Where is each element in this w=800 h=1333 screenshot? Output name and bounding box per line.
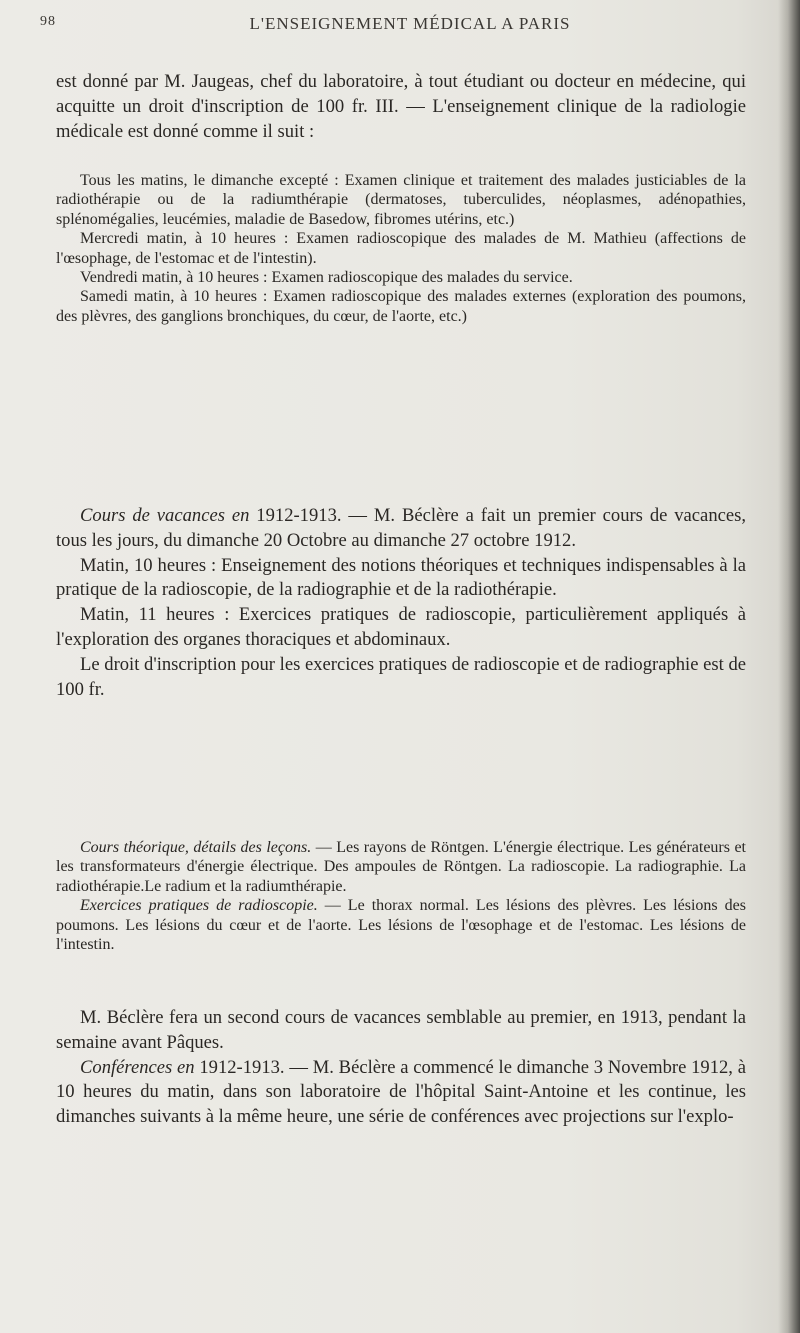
vacation-course-section <box>56 504 746 702</box>
schedule-wednesday: Mercredi matin, à 10 heures : Examen radioscopique des malades de M. Mathieu (affections de l'œsophage, de l'estomac et de l'intestin). <box>56 230 746 267</box>
exercises-heading: Exercices pratiques de radioscopie. <box>80 897 318 915</box>
page-number: 98 <box>40 14 56 29</box>
running-head <box>40 14 740 38</box>
course-details <box>56 838 746 954</box>
clinical-schedule <box>56 171 746 326</box>
exercises-text: — Le thorax normal. Les lésions des plèvres. Les lésions des poumons. Les lésions du cœur et de l'aorte. Les lésions de l'œsophage et de l'estomac. Les lésions de l'intestin. <box>56 897 747 954</box>
conferences <box>56 1056 746 1130</box>
practical-exercises <box>56 896 746 954</box>
intro-paragraph <box>56 70 746 144</box>
intro-text: est donné par M. Jaugeas, chef du laboratoire, à tout étudiant ou docteur en médecine, qui acquitte un droit d'inscription de 100 fr. III. — L'enseignement clinique de la radiologie médicale est donné comme il suit : <box>56 71 746 142</box>
closing-section <box>56 1006 746 1130</box>
second-course: M. Béclère fera un second cours de vacances semblable au premier, en 1913, pendant la semaine avant Pâques. <box>56 1007 746 1053</box>
conferences-text: 1912-1913. — M. Béclère a commencé le dimanche 3 Novembre 1912, à 10 heures du matin, dans son laboratoire de l'hôpital Saint-Antoine et les continue, les dimanches suivants à la même heure, une série de conférences avec projections sur l'explo- <box>56 1056 746 1128</box>
theory-course <box>56 838 746 896</box>
schedule-daily: Tous les matins, le dimanche excepté : Examen clinique et traitement des malades justiciables de la radiothérapie ou de la radiumthérapie (dermatoses, tuberculides, néoplasmes, adénopathies, splénomégalies, leucémies, maladie de Basedow, fibromes utérins, etc.) <box>56 172 746 228</box>
vacation-intro <box>56 504 746 554</box>
vacation-heading: Cours de vacances en <box>80 505 250 526</box>
conferences-heading: Conférences en <box>80 1056 195 1078</box>
vacation-morning-10: Matin, 10 heures : Enseignement des notions théoriques et techniques indispensables à la pratique de la radioscopie, de la radiographie et de la radiothérapie. <box>56 554 746 601</box>
running-title: L'ENSEIGNEMENT MÉDICAL A PARIS <box>249 14 571 33</box>
schedule-friday: Vendredi matin, à 10 heures : Examen radioscopique des malades du service. <box>80 269 573 287</box>
vacation-fee: Le droit d'inscription pour les exercices pratiques de radioscopie et de radiographie est de 100 fr. <box>56 653 746 700</box>
page-edge-shadow <box>778 0 800 1333</box>
theory-heading: Cours théorique, détails des leçons. <box>80 839 312 856</box>
theory-text: — Les rayons de Röntgen. L'énergie électrique. Les générateurs et les transformateurs d'énergie électrique. Des ampoules de Röntgen. La radioscopie. La radiographie. La radiothérapie.Le radium et la radiumthérapie. <box>56 839 747 895</box>
schedule-saturday: Samedi matin, à 10 heures : Examen radioscopique des malades externes (exploration des poumons, des plèvres, des ganglions bronchiques, du cœur, de l'aorte, etc.) <box>56 288 746 325</box>
vacation-morning-11: Matin, 11 heures : Exercices pratiques de radioscopie, particulièrement appliqués à l'exploration des organes thoraciques et abdominaux. <box>56 604 746 650</box>
vacation-intro-text: 1912-1913. — M. Béclère a fait un premier cours de vacances, tous les jours, du dimanche 20 Octobre au dimanche 27 octobre 1912. <box>56 505 747 551</box>
